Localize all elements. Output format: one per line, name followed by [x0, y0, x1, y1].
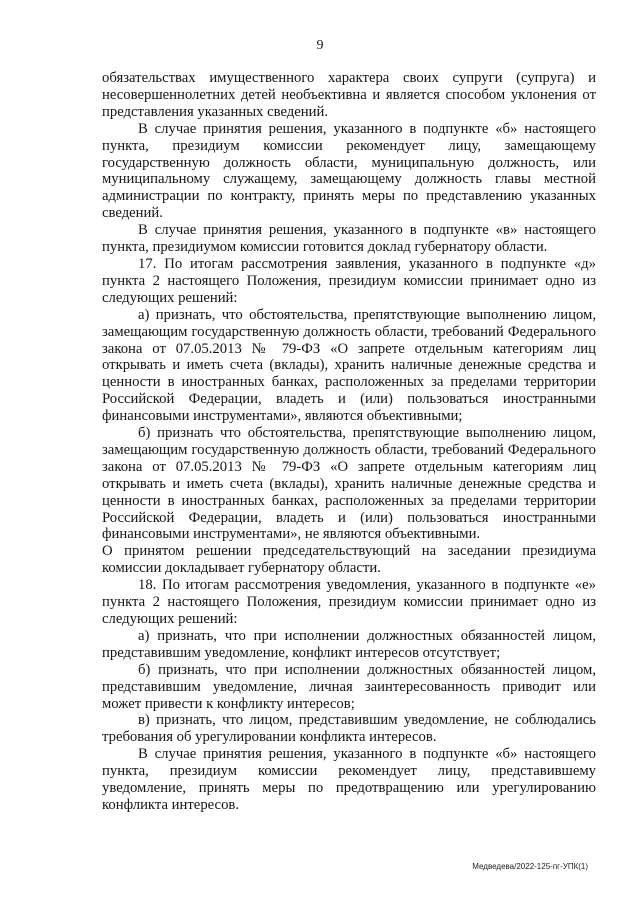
paragraph-item-18-a: а) признать, что при исполнении должностных обязанностей лицом, представившим уведомление, конфликт интересов отсутствует;	[102, 627, 596, 661]
paragraph-decision-v: В случае принятия решения, указанного в подпункте «в» настоящего пункта, президиумом комиссии готовится доклад губернатору области.	[102, 222, 596, 256]
paragraph-item-18-v: в) признать, что лицом, представившим уведомление, не соблюдались требования об урегулировании конфликта интересов.	[102, 712, 596, 746]
paragraph-item-17-report: О принятом решении председательствующий на заседании президиума комиссии докладывает губернатору области.	[102, 543, 596, 577]
paragraph-item-17-a: а) признать, что обстоятельства, препятствующие выполнению лицом, замещающим государственную должность области, требований Федерального закона от 07.05.2013 № 79-ФЗ «О запрете отдельным категориям лиц открывать и иметь счета (вклады), хранить наличные денежные средства и ценности в иностранных банках, расположенных за пределами территории Российской Федерации, владеть и (или) пользоваться иностранными финансовыми инструментами», являются объективными;	[102, 306, 596, 425]
page-number: 9	[316, 38, 324, 53]
paragraph-continuation: обязательствах имущественного характера своих супруги (супруга) и несовершеннолетних детей необъективна и является способом уклонения от представления указанных сведений.	[102, 70, 596, 120]
paragraph-item-18-b: б) признать, что при исполнении должностных обязанностей лицом, представившим уведомление, личная заинтересованность приводит или может привести к конфликту интересов;	[102, 661, 596, 712]
paragraph-item-18-decision-b: В случае принятия решения, указанного в подпункте «б» настоящего пункта, президиум комиссии рекомендует лицу, представившему уведомление, принять меры по предотвращению или урегулированию конфликта интересов.	[102, 746, 596, 813]
document-body	[102, 70, 596, 814]
paragraph-item-17: 17. По итогам рассмотрения заявления, указанного в подпункте «д» пункта 2 настоящего Положения, президиум комиссии принимает одно из следующих решений:	[102, 255, 596, 306]
paragraph-decision-b: В случае принятия решения, указанного в подпункте «б» настоящего пункта, президиум комиссии рекомендует лицу, замещающему государственную должность области, муниципальную должность, или муниципальному служащему, замещающему должность главы местной администрации по контракту, принять меры по представлению указанных сведений.	[102, 120, 596, 222]
footer-document-reference: Медведева/2022-125-пг-УПК(1)	[472, 862, 588, 871]
paragraph-item-17-b: б) признать что обстоятельства, препятствующие выполнению лицом, замещающим государственную должность области, требований Федерального закона от 07.05.2013 № 79-ФЗ «О запрете отдельным категориям лиц открывать и иметь счета (вклады), хранить наличные денежные средства и ценности в иностранных банках, расположенных за пределами территории Российской Федерации, владеть и (или) пользоваться иностранными финансовыми инструментами», не являются объективными.	[102, 425, 596, 543]
paragraph-item-18: 18. По итогам рассмотрения уведомления, указанного в подпункте «е» пункта 2 настоящего Положения, президиум комиссии принимает одно из следующих решений:	[102, 577, 596, 627]
